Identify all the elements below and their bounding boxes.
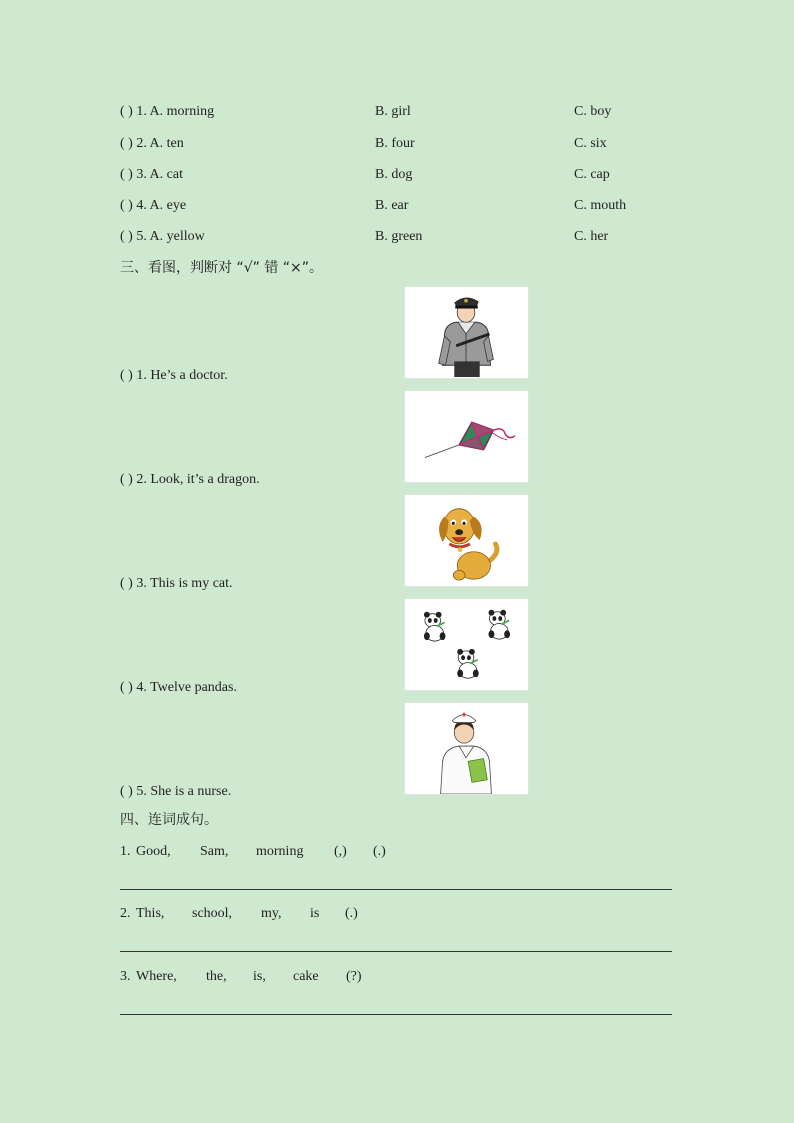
- question-3-option-b: B. dog: [375, 167, 413, 182]
- sentence-1-number: 1.: [120, 844, 131, 859]
- question-3-option-a: ( ) 3. A. cat: [120, 167, 183, 182]
- sentence-2-word: (.): [345, 906, 358, 921]
- pandas-picture: [404, 598, 529, 691]
- question-1-option-b: B. girl: [375, 104, 411, 119]
- answer-line-1[interactable]: [120, 889, 672, 890]
- sentence-2-word: is: [310, 906, 320, 921]
- section-4-heading: 四、连词成句。: [120, 812, 218, 828]
- sentence-3-word: is,: [253, 969, 266, 984]
- dog-picture: [404, 494, 529, 587]
- question-1-option-a: ( ) 1. A. morning: [120, 104, 215, 119]
- sentence-1-word: Sam,: [200, 844, 229, 859]
- question-5-option-b: B. green: [375, 229, 423, 244]
- nurse-picture: [404, 702, 529, 795]
- sentence-3-number: 3.: [120, 969, 131, 984]
- question-5-option-a: ( ) 5. A. yellow: [120, 229, 205, 244]
- question-4-option-a: ( ) 4. A. eye: [120, 198, 187, 213]
- question-4-option-c: C. mouth: [574, 198, 627, 213]
- sentence-2-word: school,: [192, 906, 233, 921]
- question-3-option-c: C. cap: [574, 167, 610, 182]
- judge-item-5: ( ) 5. She is a nurse.: [120, 784, 232, 799]
- police-officer-icon: [405, 287, 528, 378]
- sentence-1-word: (.): [373, 844, 386, 859]
- section-3-heading: 三、看图，判断对 “√” 错 “×”。: [120, 260, 324, 276]
- question-2-option-c: C. six: [574, 136, 607, 151]
- sentence-1-word: morning: [256, 844, 304, 859]
- sentence-2-word: my,: [261, 906, 282, 921]
- police-officer-picture: [404, 286, 529, 379]
- kite-picture: [404, 390, 529, 483]
- sentence-3-word: (?): [346, 969, 362, 984]
- dog-icon: [405, 495, 528, 586]
- question-5-option-c: C. her: [574, 229, 609, 244]
- nurse-icon: [405, 703, 528, 794]
- answer-line-2[interactable]: [120, 951, 672, 952]
- answer-line-3[interactable]: [120, 1014, 672, 1015]
- sentence-2-word: This,: [136, 906, 165, 921]
- judge-item-2: ( ) 2. Look, it’s a dragon.: [120, 472, 260, 487]
- kite-icon: [405, 391, 528, 482]
- question-4-option-b: B. ear: [375, 198, 409, 213]
- question-1-option-c: C. boy: [574, 104, 612, 119]
- question-2-option-b: B. four: [375, 136, 415, 151]
- sentence-2-number: 2.: [120, 906, 131, 921]
- judge-item-4: ( ) 4. Twelve pandas.: [120, 680, 237, 695]
- judge-item-1: ( ) 1. He’s a doctor.: [120, 368, 228, 383]
- question-2-option-a: ( ) 2. A. ten: [120, 136, 184, 151]
- judge-item-3: ( ) 3. This is my cat.: [120, 576, 233, 591]
- sentence-3-word: the,: [206, 969, 227, 984]
- sentence-3-word: Where,: [136, 969, 177, 984]
- sentence-1-word: Good,: [136, 844, 171, 859]
- sentence-3-word: cake: [293, 969, 319, 984]
- sentence-1-word: (,): [334, 844, 347, 859]
- pandas-icon: [405, 599, 528, 690]
